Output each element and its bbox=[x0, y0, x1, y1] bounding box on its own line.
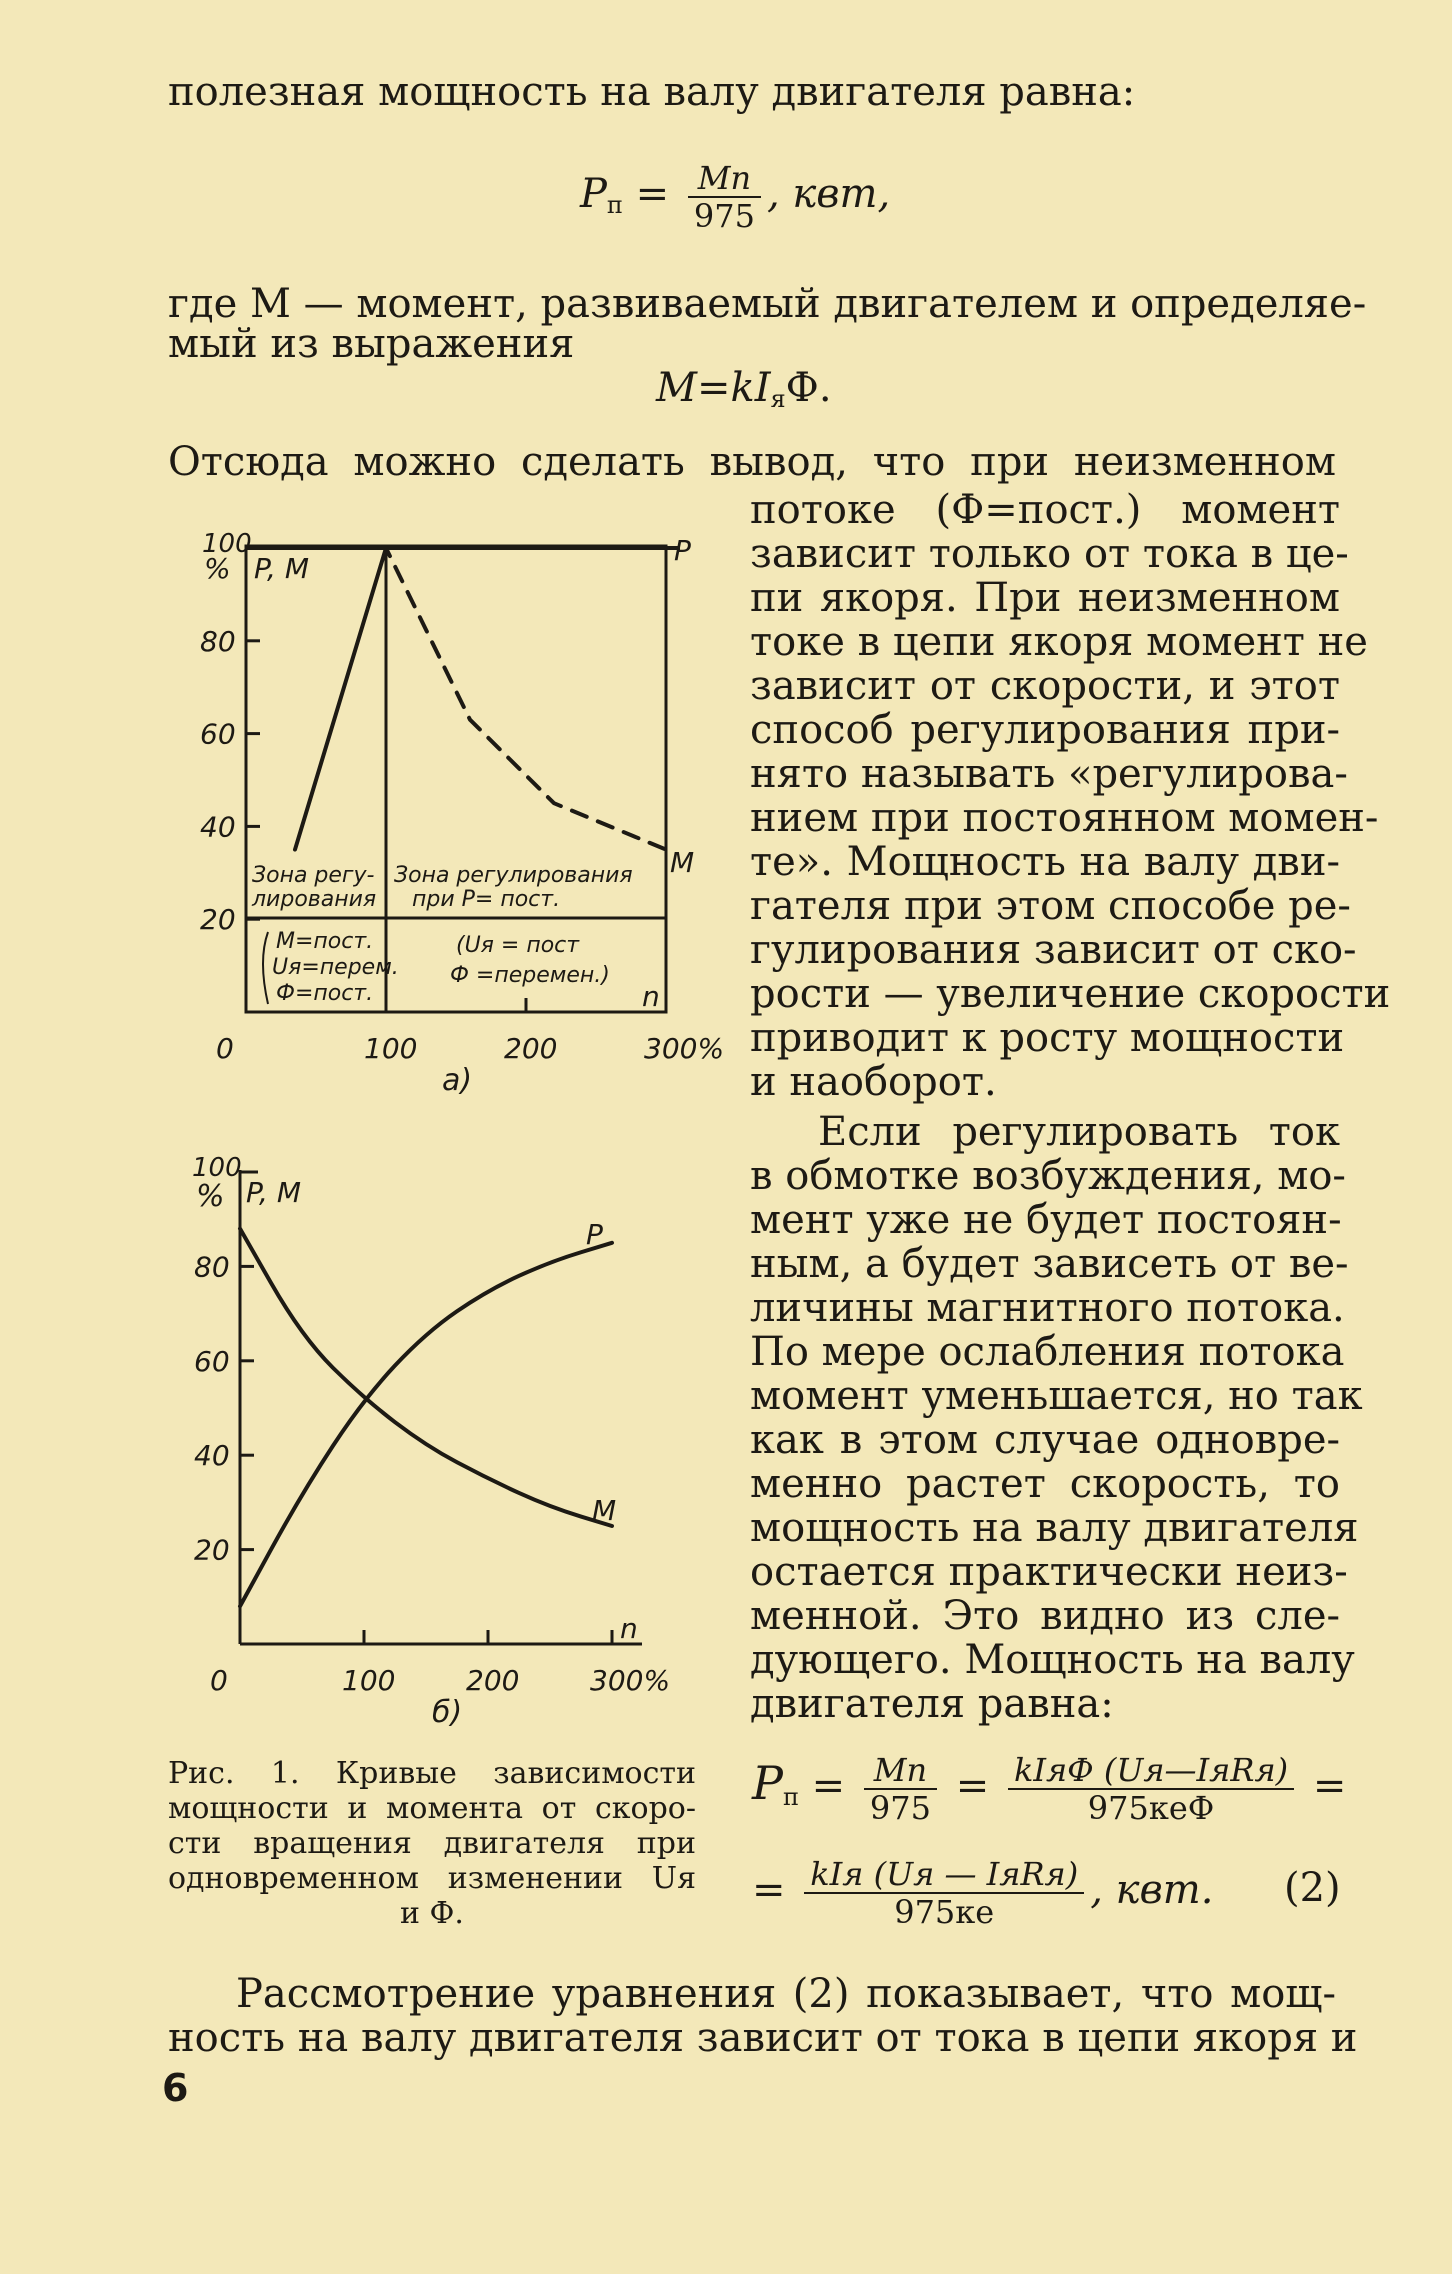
page-number: 6 bbox=[162, 2066, 189, 2110]
fig-b-y-unit-bottom: % bbox=[196, 1179, 225, 1214]
col2-line: менно растет скорость, то bbox=[750, 1461, 1340, 1507]
col-line: потоке (Ф=пост.) момент bbox=[750, 487, 1340, 533]
col2-line: По мере ослабления потока bbox=[750, 1329, 1345, 1375]
col-line: зависит от скорости, и этот bbox=[750, 663, 1340, 709]
final-line-2: ность на валу двигателя зависит от тока в цепи якоря и bbox=[168, 2015, 1358, 2061]
fig-b-x-ticks bbox=[210, 1630, 670, 1697]
eq2-main: M=kI bbox=[656, 365, 771, 411]
col-line: те». Мощность на валу дви- bbox=[750, 839, 1340, 885]
fig-a-cond-left: Uя=перем. bbox=[272, 955, 399, 980]
eq3-f2-num: kIяФ (Uя—IяRя) bbox=[1008, 1752, 1294, 1790]
col-line: рости — увеличение скорости bbox=[750, 971, 1391, 1017]
col-line: зависит только от тока в це- bbox=[750, 531, 1349, 577]
eq1-equals: = bbox=[635, 171, 670, 217]
fig-a-cond-left: Ф=пост. bbox=[276, 981, 374, 1006]
fig-a-x-axis-title: n bbox=[642, 980, 660, 1013]
fig-b-y-tick-label: 60 bbox=[194, 1344, 230, 1378]
caption-line: сти вращения двигателя при bbox=[168, 1826, 696, 1861]
eq1-unit: , квт, bbox=[766, 171, 891, 217]
fig-b-x-axis-title: n bbox=[620, 1612, 638, 1645]
final-line-1: Рассмотрение уравнения (2) показывает, что мощ- bbox=[236, 1971, 1336, 2017]
equation-2-line-2: = $\frac{\text{kIя (Uя — IяRя)}}{975ке}$ , квт. bbox=[752, 1855, 1214, 1931]
col2-line: дующего. Мощность на валу bbox=[750, 1637, 1355, 1683]
eq3-unit: , квт. bbox=[1090, 1867, 1214, 1913]
fig-a-y-unit-top: 100 bbox=[202, 529, 252, 559]
fig-b-x-tick-label: 100 bbox=[342, 1664, 396, 1697]
col-line: нято называть «регулирова- bbox=[750, 751, 1348, 797]
fig-a-label: а) bbox=[442, 1063, 473, 1098]
eq2-sub: я bbox=[770, 385, 786, 413]
fig-a-p-label: P bbox=[674, 534, 691, 567]
col2-line: менной. Это видно из сле- bbox=[750, 1593, 1340, 1639]
fig-a-y-unit-bottom: % bbox=[204, 552, 231, 585]
fig-b-y-axis-title: P, M bbox=[246, 1176, 301, 1209]
fig-a-zone-left: лирования bbox=[252, 887, 377, 912]
col2-line: как в этом случае одновре- bbox=[750, 1417, 1340, 1463]
col2-line: мент уже не будет постоян- bbox=[750, 1197, 1342, 1243]
col-line: гулирования зависит от ско- bbox=[750, 927, 1357, 973]
eq3-f1-num: Mn bbox=[864, 1752, 937, 1790]
eq1-lhs-sub: п bbox=[606, 191, 623, 219]
fig-a-y-axis-title: P, M bbox=[254, 552, 309, 585]
fig-a-x-tick-label: 200 bbox=[504, 1032, 558, 1065]
caption-line: одновременном изменении Uя bbox=[168, 1861, 696, 1896]
fig-a-y-tick-label: 20 bbox=[200, 903, 236, 937]
fig-a-x-tick-label: 0 bbox=[216, 1032, 234, 1065]
eq1-lhs: P bbox=[580, 171, 607, 217]
col-line: пи якоря. При неизменном bbox=[750, 575, 1340, 621]
col-line: токе в цепи якоря момент не bbox=[750, 619, 1368, 665]
fig-a-x-tick-label: 100 bbox=[364, 1032, 418, 1065]
fig-a-cond-right: (Uя = пост bbox=[456, 933, 580, 958]
eq3-f1-den: 975 bbox=[869, 1789, 931, 1827]
col2-line: в обмотке возбуждения, мо- bbox=[750, 1153, 1346, 1199]
eq2-tail: Ф. bbox=[785, 365, 832, 411]
col2-line: момент уменьшается, но так bbox=[750, 1373, 1363, 1419]
conclusion-line: Отсюда можно сделать вывод, что при неизменном bbox=[168, 439, 1336, 485]
col-line: приводит к росту мощности bbox=[750, 1015, 1345, 1061]
equation-2-line-1: $P_п$ = $\frac{Mn}{975}$ = $\frac{\text{kIяФ (Uя—IяRя)}}{\text{975кеФ}}$ = bbox=[752, 1751, 1347, 1827]
col-line: способ регулирования при- bbox=[750, 707, 1340, 753]
fig-a-cond-right: Ф =перемен.) bbox=[450, 963, 610, 988]
fig-a-zone-right: Зона регулирования bbox=[394, 863, 633, 888]
eq3-f3-den: 975ке bbox=[894, 1893, 995, 1931]
fig-a-zone-left: Зона регу- bbox=[252, 863, 375, 888]
fig-b-p-label: P bbox=[586, 1218, 603, 1251]
eq1-numerator: Mn bbox=[688, 160, 761, 198]
col-line: нием при постоянном момен- bbox=[750, 795, 1379, 841]
fig-a-y-tick-label: 80 bbox=[200, 624, 236, 658]
fig-b-x-tick-label: 300% bbox=[590, 1664, 671, 1697]
fig-b-y-ticks bbox=[194, 1250, 254, 1566]
fig-b-m-label: M bbox=[592, 1494, 617, 1527]
fig-b-label: б) bbox=[432, 1695, 463, 1730]
col2-line: мощность на валу двигателя bbox=[750, 1505, 1359, 1551]
fig-b-y-unit-top: 100 bbox=[192, 1153, 242, 1183]
fig-a-zone-right: при P= пост. bbox=[412, 887, 561, 912]
caption-line: мощности и момента от скоро- bbox=[168, 1791, 696, 1826]
eq3-lhs: P bbox=[752, 1756, 783, 1810]
fig-b-curve-p bbox=[240, 1243, 612, 1606]
where-line-2: мый из выражения bbox=[168, 321, 575, 367]
eq3-f2-den: 975кеФ bbox=[1087, 1789, 1215, 1827]
fig-a-y-tick-label: 60 bbox=[200, 717, 236, 751]
equation-number: (2) bbox=[1284, 1865, 1341, 1911]
fig-b-y-tick-label: 20 bbox=[194, 1533, 230, 1567]
col2-line: двигателя равна: bbox=[750, 1681, 1114, 1727]
where-line-1: где M — момент, развиваемый двигателем и определяе- bbox=[168, 281, 1367, 327]
fig-a-cond-left: M=пост. bbox=[276, 929, 374, 954]
fig-a-m-label: M bbox=[670, 846, 695, 879]
fig-a-x-tick-label: 300% bbox=[644, 1032, 725, 1065]
caption-line: Рис. 1. Кривые зависимости bbox=[168, 1756, 696, 1791]
eq3-lhs-sub: п bbox=[782, 1783, 799, 1811]
col2-line: ным, а будет зависеть от ве- bbox=[750, 1241, 1349, 1287]
fig-b-curves bbox=[240, 1229, 612, 1607]
fig-b-x-tick-label: 200 bbox=[466, 1664, 520, 1697]
intro-line: полезная мощность на валу двигателя равна: bbox=[168, 69, 1136, 115]
col2-line: личины магнитного потока. bbox=[750, 1285, 1345, 1331]
fig-b-y-tick-label: 40 bbox=[194, 1439, 230, 1473]
fig-b-curve-m bbox=[240, 1229, 612, 1526]
col2-line: Если регулировать ток bbox=[818, 1109, 1340, 1155]
eq3-f3-num: kIя (Uя — IяRя) bbox=[804, 1856, 1084, 1894]
caption-line: и Ф. bbox=[400, 1896, 464, 1931]
col2-line: остается практически неиз- bbox=[750, 1549, 1348, 1595]
fig-b-x-tick-label: 0 bbox=[210, 1664, 228, 1697]
fig-a-y-tick-label: 40 bbox=[200, 810, 236, 844]
fig-b-y-tick-label: 80 bbox=[194, 1250, 230, 1284]
eq1-denominator: 975 bbox=[693, 197, 755, 235]
col-line: и наоборот. bbox=[750, 1059, 997, 1105]
col-line: гателя при этом способе ре- bbox=[750, 883, 1351, 929]
